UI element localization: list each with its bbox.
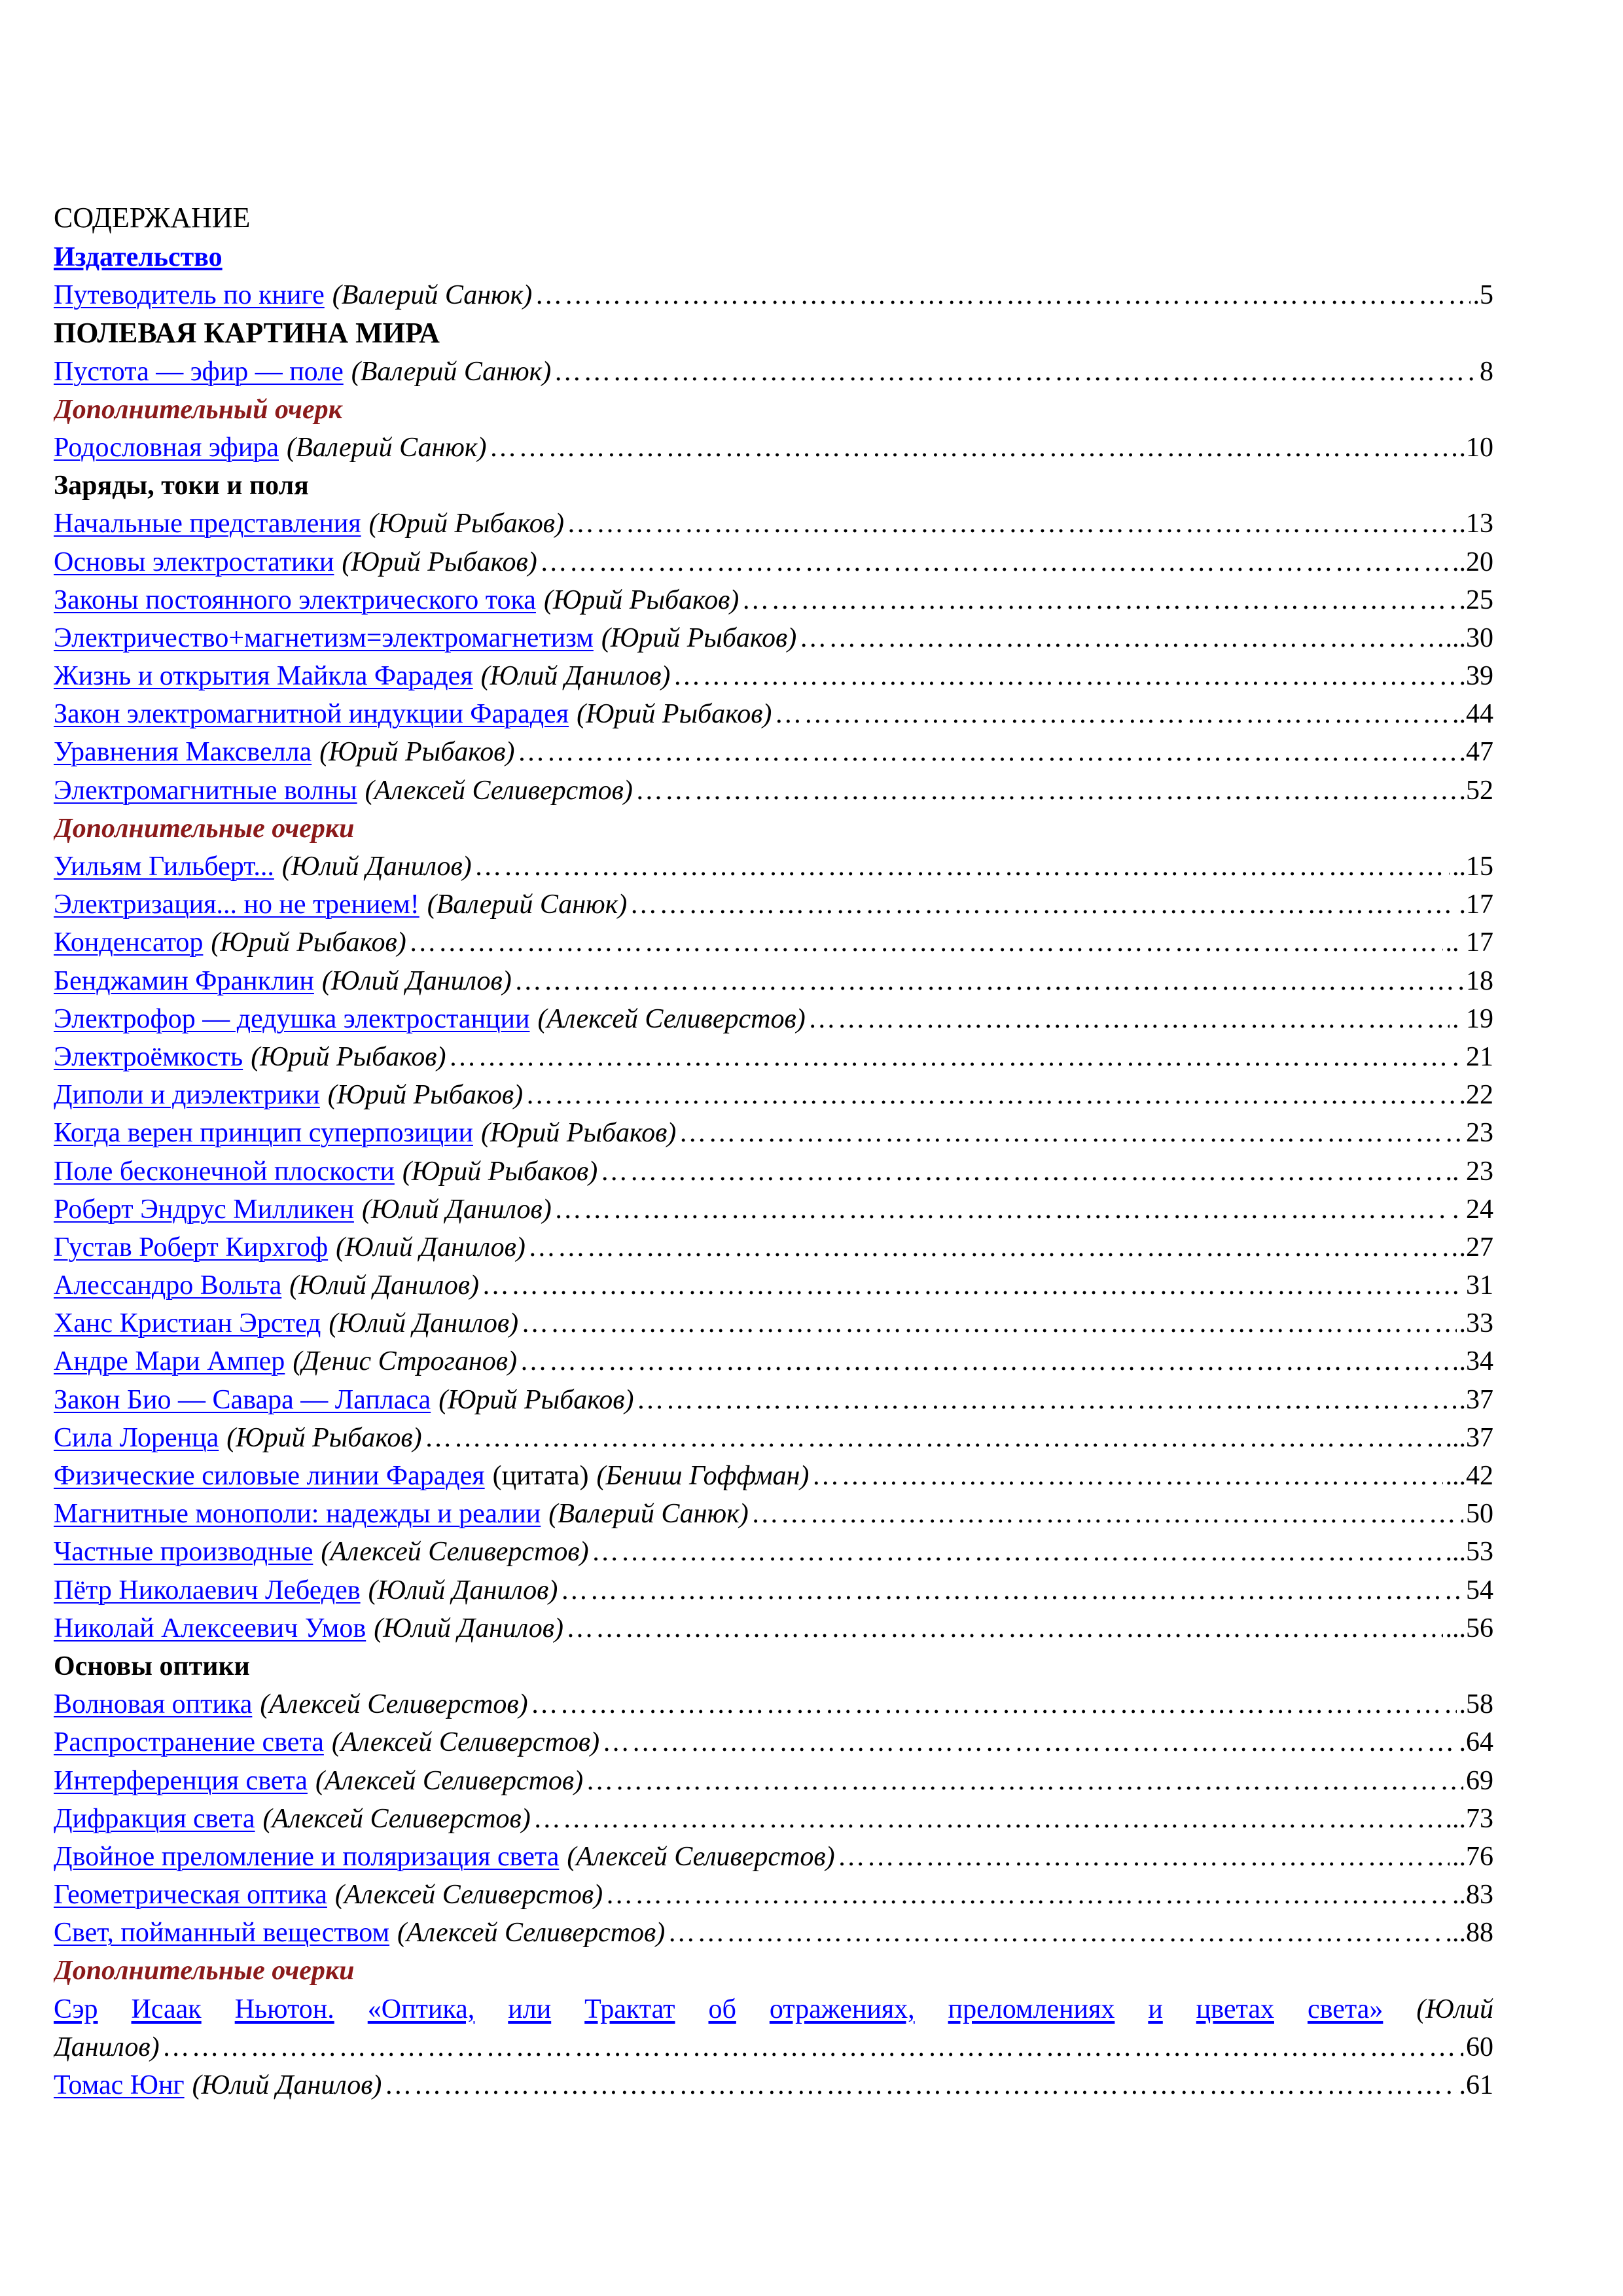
toc-entry: [54, 1153, 1493, 1191]
toc-entry-title[interactable]: Диполи и диэлектрики: [54, 1080, 320, 1111]
leader-dots: [630, 886, 1456, 924]
section-heading-text: Заряды, токи и поля: [54, 471, 309, 501]
toc-entry-title[interactable]: Пустота — эфир — поле: [54, 356, 344, 387]
leader-dots: [518, 733, 1457, 771]
toc-entry-page: 8: [1480, 356, 1493, 387]
toc-entry-page: 18: [1466, 965, 1493, 996]
toc-entry-author: (Валерий Санюк): [548, 1499, 749, 1530]
toc-entry-title[interactable]: Бенджамин Франклин: [54, 965, 314, 996]
toc-entry-title[interactable]: Электризация... но не трением!: [54, 889, 419, 920]
toc-entry-author: (Алексей Селиверстов): [397, 1918, 666, 1948]
toc-entry-page: .. 23: [1445, 1156, 1493, 1187]
toc-entry: [54, 581, 1493, 619]
toc-entry-author: (Юрий Рыбаков): [226, 1422, 422, 1453]
toc-entry-title[interactable]: Пётр Николаевич Лебедев: [54, 1575, 361, 1605]
toc-entry-author: (Валерий Санюк): [351, 356, 552, 387]
leader-dots: [521, 1304, 1456, 1342]
toc-entry-page: . 21: [1452, 1041, 1493, 1072]
toc-entry-author: (Юрий Рыбаков): [480, 1118, 677, 1149]
toc-entry: [54, 1076, 1493, 1114]
toc-entry: [54, 1000, 1493, 1038]
leader-dots: [605, 1876, 1450, 1914]
toc-entry-author: (Алексей Селиверстов): [260, 1689, 528, 1720]
toc-entry-title[interactable]: Ханс Кристиан Эрстед: [54, 1308, 321, 1339]
toc-entry-title[interactable]: Конденсатор: [54, 927, 204, 958]
toc-entry-author: (Юрий Рыбаков): [438, 1384, 634, 1415]
leader-dots: [554, 353, 1477, 391]
toc-entry-title[interactable]: Поле бесконечной плоскости: [54, 1156, 395, 1187]
toc-entry: [54, 1381, 1493, 1419]
toc-entry-author: (Валерий Санюк): [287, 432, 487, 463]
toc-entry-author: (Юлий Данилов): [329, 1308, 519, 1339]
toc-entry-page: . 19: [1452, 1003, 1493, 1034]
toc-entry-line-2: [54, 2028, 1493, 2066]
section-heading: [54, 467, 1493, 505]
leader-dots: [449, 1038, 1450, 1076]
toc-entry-author: (Юлий Данилов): [480, 661, 671, 692]
toc-entry-author: (Алексей Селиверстов): [315, 1765, 584, 1796]
toc-entry-title-word[interactable]: отражениях,: [769, 1994, 915, 2024]
toc-entry: [54, 1342, 1493, 1380]
toc-entry-author: (Юлий Данилов): [321, 965, 512, 996]
table-of-contents: [54, 199, 1493, 2104]
toc-entry-page: ...56: [1445, 1613, 1493, 1643]
toc-entry-page: ..20: [1452, 547, 1493, 577]
toc-entry-page: .39: [1459, 661, 1493, 692]
toc-entry-author: (Юлий Данилов): [289, 1270, 480, 1301]
toc-entry-author: (Юрий Рыбаков): [543, 584, 740, 615]
toc-entry-author: Данилов): [54, 2032, 160, 2062]
leader-dots: [531, 1685, 1457, 1723]
leader-dots: [162, 2028, 1463, 2066]
leader-dots: [812, 1457, 1442, 1495]
toc-entry-title[interactable]: Жизнь и открытия Майкла Фарадея: [54, 661, 473, 692]
toc-entry: [54, 353, 1493, 391]
toc-entry-page: 54: [1466, 1575, 1493, 1605]
toc-entry-title[interactable]: Алессандро Вольта: [54, 1270, 282, 1301]
toc-entry-page: .27: [1459, 1232, 1493, 1263]
leader-dots: [808, 1000, 1450, 1038]
leader-dots: [679, 1114, 1463, 1152]
leader-dots: [482, 1266, 1450, 1304]
toc-entry-line-1: [54, 1990, 1493, 2028]
leader-dots: [838, 1838, 1450, 1876]
toc-entry: [54, 1762, 1493, 1800]
toc-entry-author: (Юрий Рыбаков): [251, 1041, 446, 1072]
toc-entry-author: (Алексей Селиверстов): [262, 1803, 531, 1834]
toc-entry-page: ..83: [1452, 1880, 1493, 1910]
toc-entry-author: (Алексей Селиверстов): [537, 1003, 806, 1034]
leader-dots: [635, 772, 1457, 810]
toc-entry: [54, 276, 1493, 314]
toc-entry: [54, 1685, 1493, 1723]
section-heading: [54, 1952, 1493, 1990]
leader-dots: [514, 962, 1463, 1000]
toc-entry-author: (Алексей Селиверстов): [331, 1727, 600, 1758]
toc-entry: [54, 1914, 1493, 1952]
toc-entry-title-word[interactable]: об: [708, 1994, 736, 2024]
toc-entry-title[interactable]: Томас Юнг: [54, 2070, 185, 2100]
toc-entry-page: .37: [1459, 1384, 1493, 1415]
leader-dots: [567, 505, 1457, 543]
toc-entry-title[interactable]: Электроёмкость: [54, 1041, 243, 1072]
toc-entry-title-word[interactable]: или: [508, 1994, 552, 2024]
toc-entry: [54, 1191, 1493, 1229]
toc-entry-page: .61: [1459, 2070, 1493, 2100]
toc-entry: [54, 772, 1493, 810]
contents-title: СОДЕРЖАНИЕ: [54, 202, 251, 234]
leader-dots: [384, 2066, 1456, 2104]
toc-entry-title[interactable]: Физические силовые линии Фарадея: [54, 1461, 485, 1491]
toc-entry: [54, 1114, 1493, 1152]
toc-entry-title[interactable]: Уильям Гильберт...: [54, 852, 274, 882]
toc-entry: [54, 543, 1493, 581]
leader-dots: [774, 695, 1450, 733]
toc-entry-title-word[interactable]: Трактат: [584, 1994, 675, 2024]
toc-entry-title[interactable]: Частные производные: [54, 1537, 313, 1568]
toc-entry-title[interactable]: Сила Лоренца: [54, 1422, 219, 1453]
toc-entry-title[interactable]: Интерференция света: [54, 1765, 308, 1796]
toc-entry-author: (Валерий Санюк): [427, 889, 628, 920]
toc-entry-author: (Юрий Рыбаков): [319, 737, 515, 768]
toc-entry-page: ...88: [1445, 1918, 1493, 1948]
toc-entry-title[interactable]: Законы постоянного электрического тока: [54, 584, 536, 615]
toc-entry: [54, 886, 1493, 924]
toc-entry: [54, 1571, 1493, 1609]
toc-entry-page: .5: [1472, 280, 1493, 311]
toc-entry-page: .. 17: [1445, 927, 1493, 958]
leader-dots: [554, 1191, 1450, 1229]
toc-entry: [54, 1495, 1493, 1533]
toc-entry: [54, 848, 1493, 886]
leader-dots: [592, 1533, 1443, 1571]
toc-entry: [54, 1266, 1493, 1304]
toc-entry-title[interactable]: Основы электростатики: [54, 547, 334, 577]
section-heading[interactable]: [54, 238, 1493, 276]
section-heading-text: Дополнительные очерки: [54, 1956, 355, 1986]
section-heading: [54, 391, 1493, 429]
toc-entry-page: .17: [1459, 889, 1493, 920]
toc-entry-title[interactable]: Электромагнитные волны: [54, 775, 357, 806]
leader-dots: [741, 581, 1456, 619]
leader-dots: [799, 619, 1442, 657]
toc-entry-page: ...53: [1445, 1537, 1493, 1568]
toc-entry: [54, 962, 1493, 1000]
section-heading-text: ПОЛЕВАЯ КАРТИНА МИРА: [54, 317, 440, 350]
toc-entry: [54, 733, 1493, 771]
toc-entry-page: 50: [1466, 1499, 1493, 1530]
toc-entry-page: ..44: [1452, 699, 1493, 730]
toc-entry: [54, 1609, 1493, 1647]
section-heading: [54, 314, 1493, 352]
toc-entry: [54, 1533, 1493, 1571]
toc-entry-page: .22: [1459, 1080, 1493, 1111]
toc-entry-author: (Юлий Данилов): [336, 1232, 526, 1263]
leader-dots: [520, 1342, 1456, 1380]
toc-entry-title-word[interactable]: Исаак: [131, 1994, 202, 2024]
toc-entry: [54, 1457, 1493, 1495]
leader-dots: [560, 1571, 1463, 1609]
toc-entry-author: (Юлий Данилов): [374, 1613, 563, 1643]
leader-dots: [637, 1381, 1457, 1419]
toc-entry-author: (Юрий Рыбаков): [402, 1156, 598, 1187]
toc-entry-page: 60: [1466, 2032, 1493, 2062]
toc-entry: [54, 1304, 1493, 1342]
toc-entry-author: (Юрий Рыбаков): [368, 509, 564, 539]
toc-entry-author: (Юрий Рыбаков): [342, 547, 537, 577]
toc-entry: [54, 505, 1493, 543]
toc-entry-page: ...73: [1445, 1803, 1493, 1834]
toc-entry-title-word[interactable]: Ньютон.: [234, 1994, 334, 2024]
toc-entry: [54, 1419, 1493, 1457]
toc-entry-title-word[interactable]: цветах: [1196, 1994, 1274, 2024]
toc-entry: [54, 1229, 1493, 1266]
leader-dots: [533, 1800, 1443, 1838]
toc-entry-title[interactable]: Распространение света: [54, 1727, 324, 1758]
toc-entry: [54, 1038, 1493, 1076]
toc-entry-author: (Денис Строганов): [293, 1346, 518, 1377]
toc-entry-author: (Юлий Данилов): [361, 1194, 552, 1225]
leader-dots: [673, 657, 1456, 695]
toc-entry-author: (Алексей Селиверстов): [567, 1841, 835, 1872]
toc-entry-title[interactable]: Начальные представления: [54, 509, 361, 539]
toc-entry-title[interactable]: Николай Алексеевич Умов: [54, 1613, 366, 1643]
toc-entry-author: (Юлий Данилов): [192, 2070, 382, 2100]
toc-entry-title[interactable]: Электричество+магнетизм=электромагнетизм: [54, 622, 594, 653]
toc-entry-author: (Юрий Рыбаков): [211, 927, 406, 958]
toc-entry: [54, 619, 1493, 657]
toc-entry: [54, 1723, 1493, 1761]
leader-dots: [490, 429, 1457, 467]
toc-entry-title[interactable]: Электрофор — дедушка электростанции: [54, 1003, 530, 1034]
leader-dots: [425, 1419, 1443, 1457]
toc-entry: [54, 1876, 1493, 1914]
section-heading: [54, 1647, 1493, 1685]
toc-entry-page: .10: [1459, 432, 1493, 463]
toc-entry-page: . 31: [1452, 1270, 1493, 1301]
toc-entry-title[interactable]: Волновая оптика: [54, 1689, 253, 1720]
toc-entry-page: ...30: [1445, 622, 1493, 653]
toc-entry: [54, 924, 1493, 961]
toc-entry: [54, 1800, 1493, 1838]
toc-entry-page: ...42: [1445, 1461, 1493, 1491]
toc-entry-title-word[interactable]: света»: [1307, 1994, 1383, 2024]
toc-entry: [54, 1838, 1493, 1876]
toc-entry-page: . 24: [1452, 1194, 1493, 1225]
toc-entry-page: .64: [1459, 1727, 1493, 1758]
toc-entry-title[interactable]: Магнитные монополи: надежды и реалии: [54, 1499, 541, 1530]
toc-entry-author-word: (Юлий: [1416, 1994, 1493, 2024]
toc-entry-title-word[interactable]: и: [1148, 1994, 1163, 2024]
toc-entry-title-word[interactable]: преломлениях: [948, 1994, 1115, 2024]
toc-entry: [54, 657, 1493, 695]
toc-entry-page: 23: [1466, 1118, 1493, 1149]
toc-entry-title[interactable]: Андре Мари Ампер: [54, 1346, 285, 1377]
toc-entry-title[interactable]: Уравнения Максвелла: [54, 737, 312, 768]
toc-entry-author: (Алексей Селиверстов): [334, 1880, 603, 1910]
toc-entry-author: (Юлий Данилов): [281, 852, 472, 882]
leader-dots: [602, 1723, 1456, 1761]
toc-entry-title[interactable]: Когда верен принцип суперпозиции: [54, 1118, 473, 1149]
leader-dots: [409, 924, 1443, 961]
toc-entry-title-word[interactable]: «Оптика,: [367, 1994, 475, 2024]
toc-entry-page: .13: [1459, 509, 1493, 539]
toc-entry-page: 69: [1466, 1765, 1493, 1796]
leader-dots: [540, 543, 1450, 581]
toc-entry-title[interactable]: Дифракция света: [54, 1803, 255, 1834]
toc-entry-author: (Юрий Рыбаков): [327, 1080, 524, 1111]
toc-entry: [54, 429, 1493, 467]
toc-entry-page: .58: [1459, 1689, 1493, 1720]
toc-entry-page: ..15: [1452, 852, 1493, 882]
toc-entry-title[interactable]: Закон Био — Савара — Лапласа: [54, 1384, 431, 1415]
leader-dots: [600, 1153, 1442, 1191]
section-heading: [54, 810, 1493, 848]
toc-entry-multiline: [54, 1990, 1493, 2066]
toc-entry-author: (Бениш Гоффман): [596, 1461, 810, 1491]
leader-dots: [528, 1229, 1457, 1266]
toc-entry: [54, 695, 1493, 733]
toc-entry-author: (Юлий Данилов): [368, 1575, 558, 1605]
toc-entry-page: ..76: [1452, 1841, 1493, 1872]
leader-dots: [668, 1914, 1442, 1952]
toc-entry-author: (Юрий Рыбаков): [577, 699, 772, 730]
leader-dots: [535, 276, 1470, 314]
toc-entry-author: (Алексей Селиверстов): [321, 1537, 589, 1568]
toc-entry-title[interactable]: Густав Роберт Кирхгоф: [54, 1232, 329, 1263]
leader-dots: [526, 1076, 1456, 1114]
section-heading-text[interactable]: Издательство: [54, 242, 223, 272]
toc-entry-note: (цитата): [492, 1461, 589, 1491]
section-heading-text: Основы оптики: [54, 1651, 250, 1681]
leader-dots: [474, 848, 1450, 886]
toc-entry-title[interactable]: Двойное преломление и поляризация света: [54, 1841, 560, 1872]
leader-dots: [566, 1609, 1443, 1647]
toc-entry-page: .47: [1459, 737, 1493, 768]
toc-entry-author: (Алексей Селиверстов): [365, 775, 633, 806]
toc-entry-page: .25: [1459, 584, 1493, 615]
section-heading-text: Дополнительный очерк: [54, 394, 342, 425]
toc-entry-page: .34: [1459, 1346, 1493, 1377]
toc-entry-author: (Валерий Санюк): [332, 280, 533, 311]
toc-entry-title[interactable]: Роберт Эндрус Милликен: [54, 1194, 354, 1225]
toc-entry: [54, 2066, 1493, 2104]
toc-entry-page: .33: [1459, 1308, 1493, 1339]
toc-entry-title[interactable]: Путеводитель по книге: [54, 280, 325, 311]
toc-entry-title[interactable]: Закон электромагнитной индукции Фарадея: [54, 699, 569, 730]
section-heading-text: Дополнительные очерки: [54, 813, 355, 844]
leader-dots: [586, 1762, 1463, 1800]
toc-entry-page: ...37: [1445, 1422, 1493, 1453]
toc-entry-title[interactable]: Геометрическая оптика: [54, 1880, 327, 1910]
leader-dots: [751, 1495, 1463, 1533]
toc-entry-author: (Юрий Рыбаков): [601, 622, 797, 653]
toc-entry-title[interactable]: Родословная эфира: [54, 432, 279, 463]
toc-entry-title[interactable]: Свет, пойманный веществом: [54, 1918, 390, 1948]
toc-entry-page: .52: [1459, 775, 1493, 806]
toc-entry-title-word[interactable]: Сэр: [54, 1994, 98, 2024]
